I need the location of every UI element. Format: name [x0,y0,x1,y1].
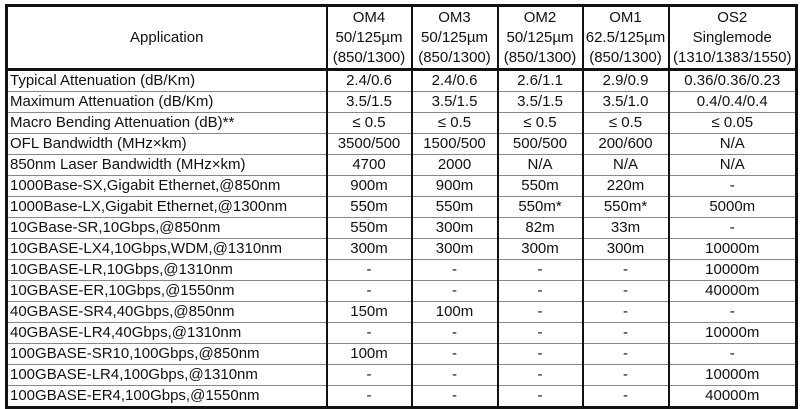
column-header-line: (850/1300) [589,48,662,66]
application-cell: Macro Bending Attenuation (dB)** [7,113,327,134]
column-header-line: (1310/1383/1550) [673,48,792,66]
value-cell-os2: N/A [669,155,797,176]
value-cell-om3: - [412,344,498,365]
value-cell-om1: 300m [583,239,669,260]
column-header-application [7,6,327,70]
value-cell-om2: 2.6/1.1 [498,70,583,92]
table-row [7,239,797,260]
column-header-line: 50/125µm [420,28,489,46]
value-cell-os2: - [669,344,797,365]
value-cell-om2: 500/500 [498,134,583,155]
value-cell-om3: 100m [412,302,498,323]
value-cell-os2: - [669,302,797,323]
table-row [7,260,797,281]
column-header-line: OM4 [352,8,386,26]
value-cell-om3: 300m [412,218,498,239]
column-header-line: Application [130,28,204,46]
value-cell-om3: ≤ 0.5 [412,113,498,134]
value-cell-om1: N/A [583,155,669,176]
table-row [7,92,797,113]
value-cell-os2: 40000m [669,386,797,408]
value-cell-om1: - [583,281,669,302]
table-row [7,386,797,408]
application-cell: OFL Bandwidth (MHz×km) [7,134,327,155]
application-cell: 850nm Laser Bandwidth (MHz×km) [7,155,327,176]
value-cell-os2: - [669,176,797,197]
value-cell-om2: - [498,302,583,323]
header-row [7,6,797,70]
value-cell-om4: 150m [327,302,412,323]
application-cell: 40GBASE-SR4,40Gbps,@850nm [7,302,327,323]
application-cell: 40GBASE-LR4,40Gbps,@1310nm [7,323,327,344]
table-row [7,344,797,365]
table-row [7,176,797,197]
value-cell-om1: - [583,302,669,323]
value-cell-om3: - [412,386,498,408]
value-cell-om4: - [327,323,412,344]
column-header-line: (850/1300) [418,48,491,66]
value-cell-om2: 300m [498,239,583,260]
value-cell-om2: 550m* [498,197,583,218]
application-cell: 10GBASE-LR,10Gbps,@1310nm [7,260,327,281]
application-cell: Typical Attenuation (dB/Km) [10,72,196,89]
column-header-om2 [498,6,583,70]
table-row [7,302,797,323]
value-cell-os2: 0.36/0.36/0.23 [669,70,797,92]
value-cell-om1: 220m [583,176,669,197]
value-cell-om3: - [412,365,498,386]
value-cell-os2: 10000m [669,365,797,386]
value-cell-om3: 3.5/1.5 [412,92,498,113]
value-cell-om2: ≤ 0.5 [498,113,583,134]
value-cell-os2: N/A [669,134,797,155]
table-row [7,281,797,302]
table-row [7,113,797,134]
value-cell-om1: - [583,323,669,344]
value-cell-om1: ≤ 0.5 [583,113,669,134]
column-header-line: Singlemode [692,28,772,46]
fiber-spec-table-container [5,4,798,409]
value-cell-os2: 40000m [669,281,797,302]
value-cell-om3: - [412,260,498,281]
value-cell-om1: 550m* [583,197,669,218]
value-cell-om2: - [498,260,583,281]
value-cell-om3: 2.4/0.6 [412,70,498,92]
table-row [7,134,797,155]
value-cell-om2: - [498,386,583,408]
column-header-line: 50/125µm [335,28,403,46]
value-cell-om1: - [583,260,669,281]
value-cell-om4: 3500/500 [327,134,412,155]
value-cell-os2: ≤ 0.05 [669,113,797,134]
fiber-spec-table [5,4,798,409]
value-cell-om2: - [498,365,583,386]
table-row [7,155,797,176]
value-cell-om3: 550m [412,197,498,218]
application-cell: 10GBase-SR,10Gbps,@850nm [7,218,327,239]
value-cell-os2: 10000m [669,323,797,344]
value-cell-om3: 900m [412,176,498,197]
table-row [7,218,797,239]
value-cell-os2: - [669,218,797,239]
value-cell-om1: - [583,344,669,365]
value-cell-os2: 5000m [669,197,797,218]
table-row [7,197,797,218]
application-cell: 100GBASE-SR10,100Gbps,@850nm [7,344,327,365]
column-header-line: OS2 [717,8,748,26]
value-cell-om3: - [412,281,498,302]
column-header-om3 [412,6,498,70]
value-cell-om2: 550m [498,176,583,197]
application-cell: 10GBASE-ER,10Gbps,@1550nm [7,281,327,302]
value-cell-om3: 1500/500 [412,134,498,155]
value-cell-os2: 10000m [669,260,797,281]
column-header-line: (850/1300) [332,48,406,66]
value-cell-om4: 550m [327,218,412,239]
value-cell-om4: 2.4/0.6 [327,70,412,92]
value-cell-om2: - [498,344,583,365]
application-cell: 1000Base-LX,Gigabit Ethernet,@1300nm [7,197,327,218]
value-cell-om1: - [583,386,669,408]
application-cell: 1000Base-SX,Gigabit Ethernet,@850nm [7,176,327,197]
value-cell-om1: 3.5/1.0 [583,92,669,113]
value-cell-om4: - [327,386,412,408]
value-cell-om3: 300m [412,239,498,260]
value-cell-os2: 10000m [669,239,797,260]
column-header-line: OM1 [609,8,642,26]
application-cell: 10GBASE-LX4,10Gbps,WDM,@1310nm [7,239,327,260]
value-cell-om1: 200/600 [583,134,669,155]
value-cell-os2: 0.4/0.4/0.4 [669,92,797,113]
value-cell-om4: - [327,281,412,302]
column-header-line: 50/125µm [506,28,574,46]
column-header-line: OM2 [523,8,557,26]
value-cell-om4: ≤ 0.5 [327,113,412,134]
column-header-os2 [669,6,797,70]
value-cell-om4: - [327,260,412,281]
value-cell-om2: - [498,323,583,344]
table-row [7,365,797,386]
column-header-om1 [583,6,669,70]
column-header-line: 62.5/125µm [585,28,666,46]
value-cell-om4: 900m [327,176,412,197]
value-cell-om1: 33m [583,218,669,239]
table-row [7,323,797,344]
value-cell-om2: 3.5/1.5 [498,92,583,113]
value-cell-om4: 300m [327,239,412,260]
value-cell-om2: N/A [498,155,583,176]
application-cell: Maximum Attenuation (dB/Km) [7,92,327,113]
value-cell-om4: 550m [327,197,412,218]
column-header-line: (850/1300) [503,48,577,66]
value-cell-om4: 4700 [327,155,412,176]
value-cell-om4: - [327,365,412,386]
application-cell: 100GBASE-ER4,100Gbps,@1550nm [7,386,327,408]
value-cell-om3: 2000 [412,155,498,176]
table-body [7,70,797,408]
application-cell: 100GBASE-LR4,100Gbps,@1310nm [7,365,327,386]
column-header-line: OM3 [438,8,471,26]
value-cell-om1: 2.9/0.9 [583,70,669,92]
value-cell-om4: 100m [327,344,412,365]
table-row [7,70,797,92]
value-cell-om1: - [583,365,669,386]
value-cell-om3: - [412,323,498,344]
column-header-om4 [327,6,412,70]
value-cell-om2: 82m [498,218,583,239]
value-cell-om2: - [498,281,583,302]
value-cell-om4: 3.5/1.5 [327,92,412,113]
